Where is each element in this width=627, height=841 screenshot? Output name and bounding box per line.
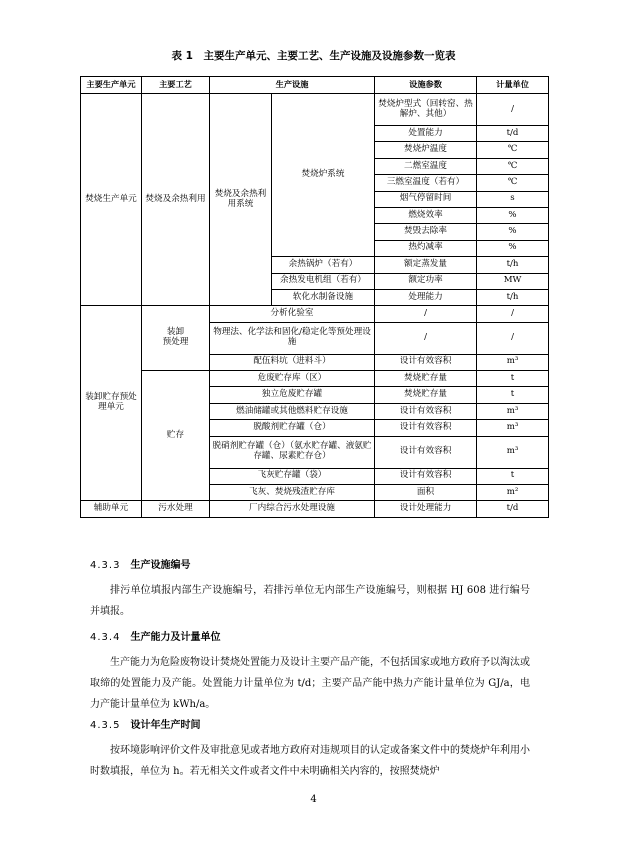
parameter-cell: 焚烧贮存量 — [375, 371, 477, 387]
unit-cell: MW — [477, 273, 549, 289]
facility-cell: 余热发电机组（若有） — [272, 273, 375, 289]
parameter-cell: 设计有效容积 — [375, 436, 477, 468]
header-production-unit: 主要生产单元 — [81, 77, 142, 94]
parameter-cell: 额定功率 — [375, 273, 477, 289]
parameter-cell: 焚烧贮存量 — [375, 387, 477, 403]
facility-parameter-table — [80, 76, 549, 518]
process-pretreatment: 装卸 预处理 — [142, 306, 210, 371]
unit-name-incineration: 焚烧生产单元 — [81, 94, 142, 306]
parameter-cell: 设计有效容积 — [375, 420, 477, 436]
unit-name-storage: 装卸贮存预处理单元 — [81, 306, 142, 501]
unit-cell: m³ — [477, 436, 549, 468]
unit-cell: s — [477, 191, 549, 207]
parameter-cell: 设计有效容积 — [375, 403, 477, 419]
facility-cell: 脱酸剂贮存罐（仓） — [210, 420, 375, 436]
unit-cell: m³ — [477, 354, 549, 370]
parameter-cell: 处理能力 — [375, 289, 477, 305]
unit-cell: t/d — [477, 126, 549, 142]
parameter-cell: / — [375, 322, 477, 354]
parameter-cell: 烟气停留时间 — [375, 191, 477, 207]
parameter-cell: 燃烧效率 — [375, 207, 477, 223]
section-heading — [90, 716, 200, 731]
facility-system-name: 焚烧及余热利用系统 — [210, 94, 272, 306]
process-wastewater: 污水处理 — [142, 501, 210, 517]
facility-cell: 飞灰贮存罐（袋） — [210, 468, 375, 484]
table-header-row — [81, 77, 549, 94]
table-caption: 表 1 主要生产单元、主要工艺、生产设施及设施参数一览表 — [171, 50, 456, 62]
unit-name-auxiliary: 辅助单元 — [81, 501, 142, 517]
header-facility: 生产设施 — [210, 77, 375, 94]
unit-cell: m² — [477, 485, 549, 501]
section-body: 排污单位填报内部生产设施编号，若排污单位无内部生产设施编号，则根据 HJ 608 进行编号并填报。 — [90, 585, 530, 617]
unit-cell: m³ — [477, 420, 549, 436]
unit-cell: % — [477, 224, 549, 240]
parameter-cell: / — [375, 306, 477, 322]
table-row — [81, 306, 549, 322]
section-number: 4.3.4 — [90, 632, 121, 643]
header-parameter: 设施参数 — [375, 77, 477, 94]
parameter-cell: 热灼减率 — [375, 240, 477, 256]
table-row — [81, 501, 549, 517]
unit-cell: ℃ — [477, 175, 549, 191]
parameter-cell: 焚烧炉温度 — [375, 142, 477, 158]
unit-cell: % — [477, 240, 549, 256]
unit-cell: t/h — [477, 289, 549, 305]
facility-cell: 分析化验室 — [210, 306, 375, 322]
facility-cell: 燃油储罐或其他燃料贮存设施 — [210, 403, 375, 419]
unit-cell: % — [477, 207, 549, 223]
header-unit: 计量单位 — [477, 77, 549, 94]
parameter-cell: 三燃室温度（若有） — [375, 175, 477, 191]
parameter-cell: 二燃室温度 — [375, 158, 477, 174]
parameter-cell: 额定蒸发量 — [375, 257, 477, 273]
facility-cell: 软化水制备设施 — [272, 289, 375, 305]
parameter-cell: 处置能力 — [375, 126, 477, 142]
unit-cell: / — [477, 322, 549, 354]
parameter-cell: 焚烧炉型式（回转窑、热解炉、其他） — [375, 94, 477, 126]
facility-cell: 独立危废贮存罐 — [210, 387, 375, 403]
facility-cell: 危废贮存库（区） — [210, 371, 375, 387]
unit-cell: t — [477, 468, 549, 484]
facility-cell: 厂内综合污水处理设施 — [210, 501, 375, 517]
facility-cell: 配伍料坑（进料斗） — [210, 354, 375, 370]
facility-furnace-system: 焚烧炉系统 — [272, 94, 375, 257]
facility-cell: 物理法、化学法和固化/稳定化等预处理设施 — [210, 322, 375, 354]
unit-cell: t/d — [477, 501, 549, 517]
parameter-cell: 面积 — [375, 485, 477, 501]
page-number: 4 — [310, 794, 317, 805]
unit-cell: t — [477, 371, 549, 387]
parameter-cell: 焚毁去除率 — [375, 224, 477, 240]
section-title: 生产设施编号 — [130, 560, 191, 571]
facility-cell: 余热锅炉（若有） — [272, 257, 375, 273]
parameter-cell: 设计有效容积 — [375, 354, 477, 370]
unit-cell: t — [477, 387, 549, 403]
process-incineration: 焚烧及余热利用 — [142, 94, 210, 306]
section-heading — [90, 556, 190, 571]
unit-cell: / — [477, 306, 549, 322]
unit-cell: ℃ — [477, 158, 549, 174]
table-row — [81, 371, 549, 387]
section-body: 按环境影响评价文件及审批意见或者地方政府对违规项目的认定或备案文件中的焚烧炉年利用小时数填报，单位为 h。若无相关文件或者文件中未明确相关内容的，按照焚烧炉 — [90, 745, 530, 777]
unit-cell: m³ — [477, 403, 549, 419]
section-heading — [90, 628, 220, 643]
unit-cell: / — [477, 94, 549, 126]
section-title: 设计年生产时间 — [130, 720, 201, 731]
section-title: 生产能力及计量单位 — [130, 632, 221, 643]
section-body: 生产能力为危险废物设计焚烧处置能力及设计主要产品产能，不包括国家或地方政府予以淘汰或取缔的处置能力及产能。处置能力计量单位为 t/d；主要产品产能中热力产能计量单位为 GJ/a，电力产能计量单位为 kWh/a。 — [90, 657, 530, 710]
facility-cell: 脱硝剂贮存罐（仓）（氨水贮存罐、液氨贮存罐、尿素贮存仓） — [210, 436, 375, 468]
parameter-cell: 设计处理能力 — [375, 501, 477, 517]
process-storage: 贮存 — [142, 371, 210, 501]
unit-cell: ℃ — [477, 142, 549, 158]
unit-cell: t/h — [477, 257, 549, 273]
facility-cell: 飞灰、焚烧残渣贮存库 — [210, 485, 375, 501]
header-process: 主要工艺 — [142, 77, 210, 94]
table-row — [81, 94, 549, 126]
section-number: 4.3.3 — [90, 560, 121, 571]
section-number: 4.3.5 — [90, 720, 121, 731]
parameter-cell: 设计有效容积 — [375, 468, 477, 484]
